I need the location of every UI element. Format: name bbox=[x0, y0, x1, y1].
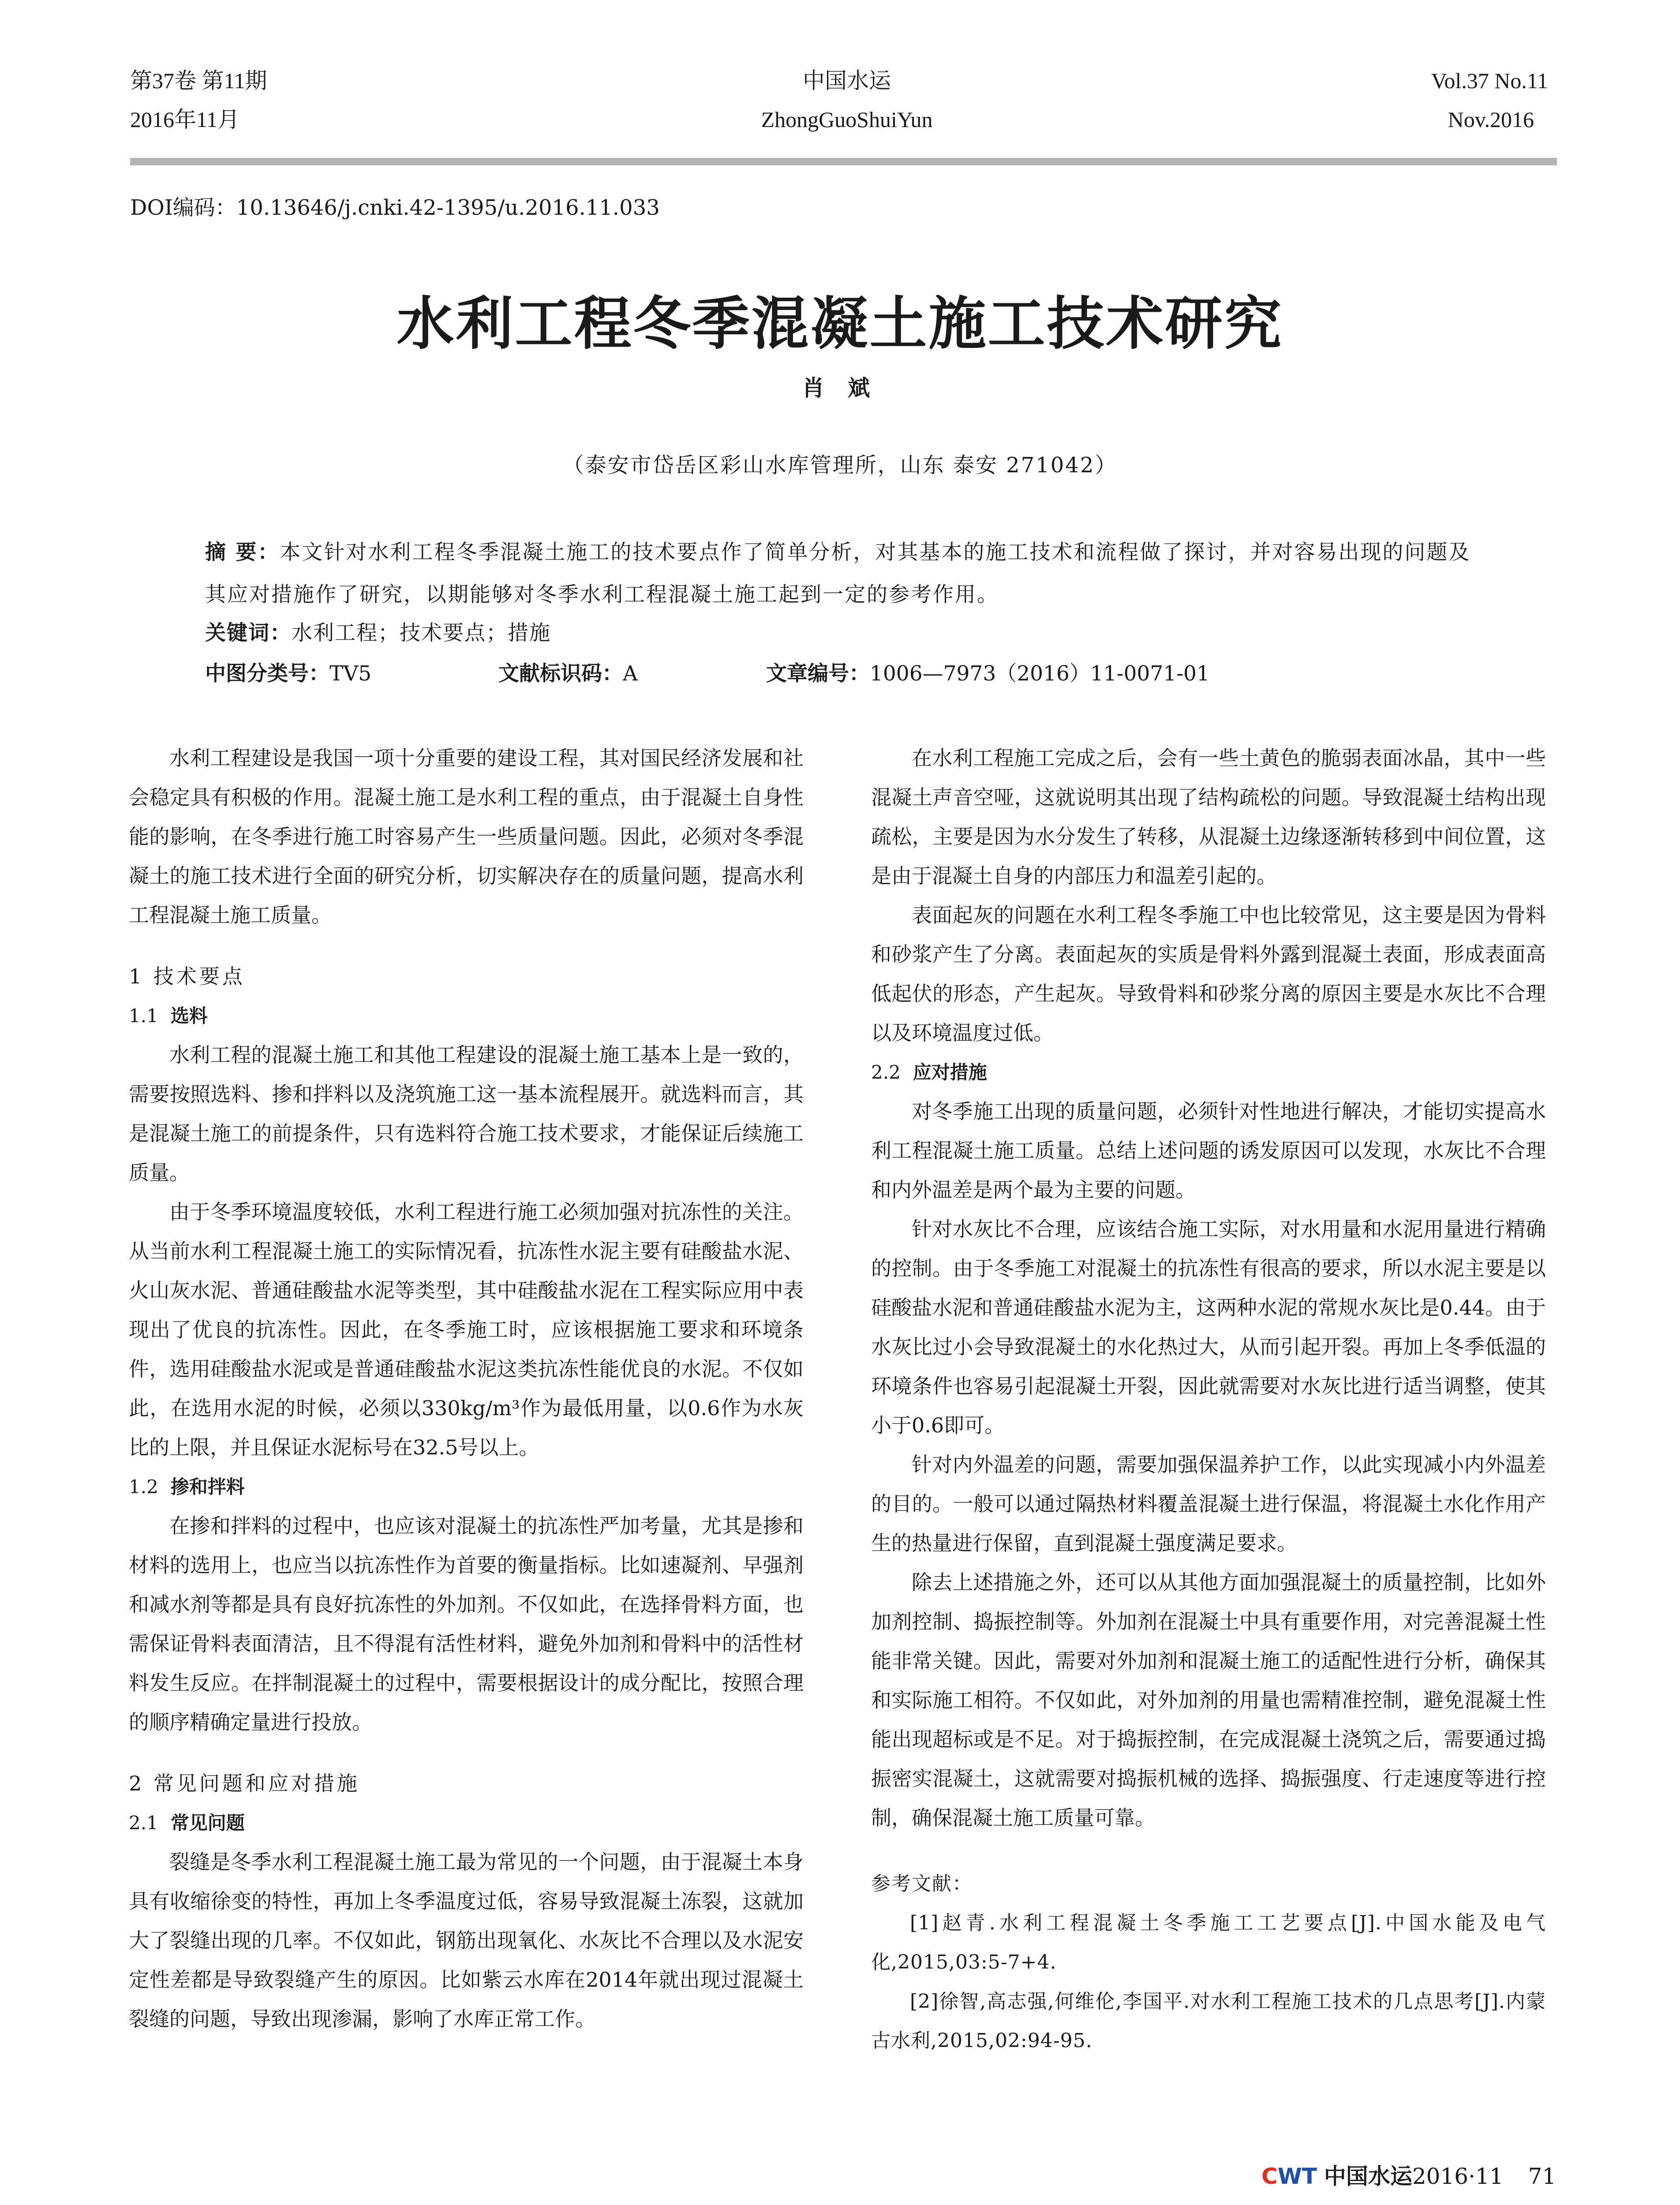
section-2-1-heading bbox=[129, 1803, 804, 1842]
intro-paragraph: 水利工程建设是我国一项十分重要的建设工程，其对国民经济发展和社会稳定具有积极的作用。混凝土施工是水利工程的重点，由于混凝土自身性能的影响，在冬季进行施工时容易产生一些质量问题。因此，必须对冬季混凝土的施工技术进行全面的研究分析，切实解决存在的质量问题，提高水利工程混凝土施工质量。 bbox=[129, 746, 804, 927]
section-1-1-heading bbox=[129, 996, 804, 1035]
header-volume-issue: 第37卷 第11期 bbox=[130, 68, 267, 93]
section-2-2-title: 应对措施 bbox=[913, 1061, 987, 1083]
references-title: 参考文献： bbox=[871, 1872, 973, 1895]
doi: DOI编码：10.13646/j.cnki.42-1395/u.2016.11.033 bbox=[130, 195, 660, 220]
section-2-2-paragraph: 针对内外温差的问题，需要加强保温养护工作，以此实现减小内外温差的目的。一般可以通过隔热材料覆盖混凝土进行保温，将混凝土水化作用产生的热量进行保留，直到混凝土强度满足要求。 bbox=[871, 1453, 1546, 1555]
section-1-1-paragraph: 由于冬季环境温度较低，水利工程进行施工必须加强对抗冻性的关注。从当前水利工程混凝土施工的实际情况看，抗冻性水泥主要有硅酸盐水泥、火山灰水泥、普通硅酸盐水泥等类型，其中硅酸盐水泥在工程实际应用中表现出了优良的抗冻性。因此，在冬季施工时，应该根据施工要求和环境条件，选用硅酸盐水泥或是普通硅酸盐水泥这类抗冻性能优良的水泥。不仅如此，在选用水泥的时候，必须以330kg/m³作为最低用量，以0.6作为水灰比的上限，并且保证水泥标号在32.5号以上。 bbox=[129, 1200, 804, 1459]
section-2-2-paragraph: 针对水灰比不合理，应该结合施工实际，对水用量和水泥用量进行精确的控制。由于冬季施工对混凝土的抗冻性有很高的要求，所以水泥主要是以硅酸盐水泥和普通硅酸盐水泥为主，这两种水泥的常规水灰比是0.44。由于水灰比过小会导致混凝土的水化热过大，从而引起开裂。再加上冬季低温的环境条件也容易引起混凝土开裂，因此就需要对水灰比进行适当调整，使其小于0.6即可。 bbox=[871, 1217, 1546, 1437]
section-2-1-title: 常见问题 bbox=[170, 1812, 245, 1834]
section-2-2-paragraph: 除去上述措施之外，还可以从其他方面加强混凝土的质量控制，比如外加剂控制、捣振控制等。外加剂在混凝土中具有重要作用，对完善混凝土性能非常关键。因此，需要对外加剂和混凝土施工的适配性进行分析，确保其和实际施工相符。不仅如此，对外加剂的用量也需精准控制，避免混凝土性能出现超标或是不足。对于捣振控制，在完成混凝土浇筑之后，需要通过捣振密实混凝土，这就需要对捣振机械的选择、捣振强度、行走速度等进行控制，确保混凝土施工质量可靠。 bbox=[871, 1570, 1546, 1830]
cwt-logo-wt: WT bbox=[1277, 2164, 1317, 2189]
page-number: 71 bbox=[1528, 2164, 1557, 2189]
header-month-year: Nov.2016 bbox=[1448, 107, 1534, 132]
section-2-2-heading bbox=[871, 1053, 1546, 1092]
header-vol-no: Vol.37 No.11 bbox=[1431, 68, 1548, 93]
abstract-text: 本文针对水利工程冬季混凝土施工的技术要点作了简单分析，对其基本的施工技术和流程做了探讨，并对容易出现的问题及其应对措施作了研究，以期能够对冬季水利工程混凝土施工起到一定的参考作用。 bbox=[205, 540, 1471, 607]
reference-item: [2]徐智,高志强,何维伦,李国平.对水利工程施工技术的几点思考[J].内蒙古水利,2015,02:94-95. bbox=[871, 1990, 1546, 2052]
section-2-1-paragraph: 裂缝是冬季水利工程混凝土施工最为常见的一个问题，由于混凝土本身具有收缩徐变的特性，再加上冬季温度过低，容易导致混凝土冻裂，这就加大了裂缝出现的几率。不仅如此，钢筋出现氧化、水灰比不合理以及水泥安定性差都是导致裂缝产生的原因。比如紫云水库在2014年就出现过混凝土裂缝的问题，导致出现渗漏，影响了水库正常工作。 bbox=[129, 1850, 804, 2031]
header-rule bbox=[130, 158, 1557, 165]
section-1-1-paragraph: 水利工程的混凝土施工和其他工程建设的混凝土施工基本上是一致的，需要按照选料、掺和拌料以及浇筑施工这一基本流程展开。就选料而言，其是混凝土施工的前提条件，只有选料符合施工技术要求，才能保证后续施工质量。 bbox=[129, 1043, 804, 1185]
section-2-2-number: 2.2 bbox=[871, 1061, 901, 1083]
header-date: 2016年11月 bbox=[130, 107, 240, 132]
section-1-2-number: 1.2 bbox=[129, 1476, 158, 1498]
section-1-2-title: 掺和拌料 bbox=[170, 1476, 245, 1498]
right-column bbox=[871, 739, 1546, 2060]
header-journal-pinyin: ZhongGuoShuiYun bbox=[761, 107, 933, 132]
doc-code bbox=[498, 657, 638, 687]
section-1-2-paragraph: 在掺和拌料的过程中，也应该对混凝土的抗冻性严加考量，尤其是掺和材料的选用上，也应当以抗冻性作为首要的衡量指标。比如速凝剂、早强剂和减水剂等都是具有良好抗冻性的外加剂。不仅如此，在选择骨料方面，也需保证骨料表面清洁，且不得混有活性材料，避免外加剂和骨料中的活性材料发生反应。在拌制混凝土的过程中，需要根据设计的成分配比，按照合理的顺序精确定量进行投放。 bbox=[129, 1514, 804, 1734]
affiliation: （泰安市岱岳区彩山水库管理所，山东 泰安 271042） bbox=[562, 453, 1118, 478]
section-1-2-heading bbox=[129, 1467, 804, 1506]
keywords bbox=[205, 617, 551, 646]
reference-item: [1]赵青.水利工程混凝土冬季施工工艺要点[J].中国水能及电气化,2015,03:5-7+4. bbox=[871, 1912, 1546, 1973]
abstract bbox=[205, 531, 1480, 616]
abstract-label: 摘 要： bbox=[205, 540, 280, 564]
footer-journal-name: 中国水运 bbox=[1324, 2163, 1412, 2189]
doc-value: A bbox=[623, 662, 638, 686]
keywords-text: 水利工程；技术要点；措施 bbox=[292, 621, 551, 645]
article-number bbox=[766, 657, 1210, 687]
author: 肖 斌 bbox=[802, 375, 878, 401]
clc-code bbox=[205, 657, 371, 687]
clc-label: 中图分类号： bbox=[205, 662, 329, 686]
left-column bbox=[129, 739, 804, 2039]
clc-value: TV5 bbox=[329, 662, 372, 686]
section-2-1-paragraph: 表面起灰的问题在水利工程冬季施工中也比较常见，这主要是因为骨料和砂浆产生了分离。表面起灰的实质是骨料外露到混凝土表面，形成表面高低起伏的形态，产生起灰。导致骨料和砂浆分离的原因主要是水灰比不合理以及环境温度过低。 bbox=[871, 903, 1546, 1045]
section-1-1-title: 选料 bbox=[170, 1005, 208, 1027]
doc-label: 文献标识码： bbox=[498, 662, 623, 686]
article-number-value: 1006—7973（2016）11-0071-01 bbox=[870, 662, 1210, 686]
footer-issue: 2016·11 bbox=[1412, 2164, 1504, 2189]
section-1-1-number: 1.1 bbox=[129, 1005, 158, 1027]
section-2-2-paragraph: 对冬季施工出现的质量问题，必须针对性地进行解决，才能切实提高水利工程混凝土施工质量。总结上述问题的诱发原因可以发现，水灰比不合理和内外温差是两个最为主要的问题。 bbox=[871, 1099, 1546, 1202]
section-1-heading: 1 技术要点 bbox=[129, 964, 245, 988]
section-2-1-paragraph: 在水利工程施工完成之后，会有一些土黄色的脆弱表面冰晶，其中一些混凝土声音空哑，这就说明其出现了结构疏松的问题。导致混凝土结构出现疏松，主要是因为水分发生了转移，从混凝土边缘逐渐转移到中间位置，这是由于混凝土自身的内部压力和温差引起的。 bbox=[871, 746, 1546, 888]
header-journal-cn: 中国水运 bbox=[803, 68, 891, 93]
cwt-logo-c: C bbox=[1261, 2164, 1278, 2189]
page-footer bbox=[1261, 2159, 1557, 2190]
section-2-1-number: 2.1 bbox=[129, 1812, 158, 1834]
section-2-heading: 2 常见问题和应对措施 bbox=[129, 1771, 360, 1795]
article-number-label: 文章编号： bbox=[766, 662, 870, 686]
article-title: 水利工程冬季混凝土施工技术研究 bbox=[397, 290, 1283, 357]
keywords-label: 关键词： bbox=[205, 621, 292, 645]
